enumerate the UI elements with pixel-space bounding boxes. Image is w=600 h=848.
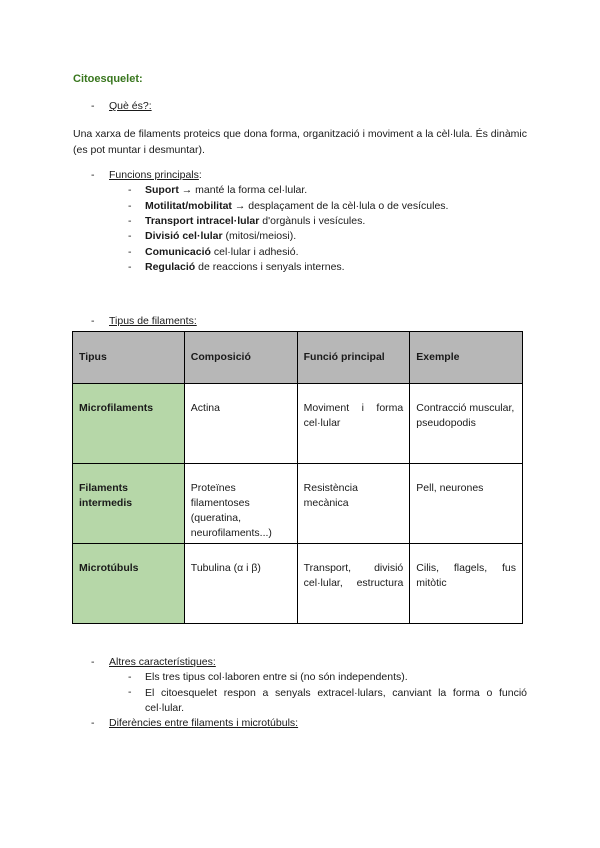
table-cell — [184, 384, 297, 464]
bullet-dash: - — [91, 315, 95, 327]
table-row — [73, 384, 523, 464]
sub-bullet-dash: - — [128, 215, 132, 227]
function-item-bold: Regulació — [145, 261, 196, 273]
table-cell-text: Actina — [190, 402, 220, 414]
table-row-head — [73, 464, 185, 544]
table-cell-text: Pell, neurones — [416, 482, 484, 494]
section-heading-what-is: Què és?: — [109, 100, 152, 112]
function-item-bold: Comunicació — [145, 246, 211, 258]
table-cell-text: Moviment i forma cel·lular — [303, 402, 404, 429]
function-item-bold: Divisió cel·lular — [145, 230, 223, 242]
function-item-bold: Motilitat/mobilitat — [145, 200, 232, 212]
section-heading-differences: Diferències entre filaments i microtúbuls: — [109, 717, 299, 729]
section-heading-filament-types: Tipus de filaments: — [109, 315, 197, 327]
bullet-dash: - — [91, 656, 95, 668]
table-header-cell: Funció principal — [297, 332, 410, 384]
feature-item: El citoesquelet respon a senyals extracel·lulars, canviant la forma o funció cel·lular. — [145, 687, 527, 714]
sub-bullet-dash: - — [128, 246, 132, 258]
function-item — [145, 200, 448, 212]
function-item — [145, 184, 307, 196]
table-header-cell: Composició — [184, 332, 297, 384]
filament-types-table — [72, 331, 523, 624]
sub-bullet-dash: - — [128, 230, 132, 242]
section-heading-functions — [109, 169, 202, 181]
table-cell-text: Resistència mecànica — [303, 482, 358, 509]
table-row — [73, 464, 523, 544]
function-item — [145, 230, 296, 242]
sub-bullet-dash: - — [128, 686, 132, 698]
table-cell — [410, 464, 523, 544]
table-cell — [410, 544, 523, 624]
bullet-dash: - — [91, 169, 95, 181]
table-row-head — [73, 384, 185, 464]
table-cell — [410, 384, 523, 464]
function-item — [145, 261, 345, 273]
feature-item: Els tres tipus col·laboren entre si (no són independents). — [145, 671, 408, 683]
sub-bullet-dash: - — [128, 184, 132, 196]
table-cell-text: Proteïnes filamentoses (queratina, neurofilaments...) — [190, 482, 272, 539]
table-cell-text: Microtúbuls — [79, 562, 139, 574]
table-cell — [297, 464, 410, 544]
sub-bullet-dash: - — [128, 261, 132, 273]
function-item — [145, 246, 298, 258]
table-header-row — [73, 332, 523, 384]
function-item-text: cel·lular i adhesió. — [210, 246, 299, 258]
table-cell-text: Microfilaments — [79, 402, 154, 414]
function-item-text: → manté la forma cel·lular. — [178, 184, 308, 196]
table-cell — [297, 544, 410, 624]
table-row — [73, 544, 523, 624]
table-cell — [184, 464, 297, 544]
table-row-head — [73, 544, 185, 624]
intro-paragraph: Una xarxa de filaments proteics que dona forma, organització i moviment a la cèl·lula. És dinàmic (es pot muntar i desmuntar). — [73, 128, 527, 156]
table-cell-text: Tubulina (α i β) — [190, 562, 261, 574]
bullet-dash: - — [91, 100, 95, 112]
table-cell-text: Cilis, flagels, fus mitòtic — [416, 562, 516, 589]
function-item-text: (mitosi/meiosi). — [222, 230, 297, 242]
function-item — [145, 215, 365, 227]
table-cell-text: Transport, divisió cel·lular, estructura — [303, 562, 404, 589]
table-header-cell: Tipus — [73, 332, 185, 384]
table-cell — [297, 384, 410, 464]
functions-heading-colon: : — [198, 169, 202, 181]
sub-bullet-dash: - — [128, 200, 132, 212]
functions-heading-text: Funcions principals — [109, 169, 199, 181]
sub-bullet-dash: - — [128, 671, 132, 683]
table-cell — [184, 544, 297, 624]
section-heading-other-features: Altres característiques: — [109, 656, 216, 668]
page-title: Citoesquelet: — [73, 73, 143, 85]
function-item-bold: Transport intracel·lular — [145, 215, 260, 227]
function-item-bold: Suport — [145, 184, 179, 196]
table-header-cell: Exemple — [410, 332, 523, 384]
bullet-dash: - — [91, 717, 95, 729]
function-item-text: d'orgànuls i vesícules. — [259, 215, 366, 227]
function-item-text: → desplaçament de la cèl·lula o de vesícules. — [231, 200, 449, 212]
function-item-text: de reaccions i senyals internes. — [195, 261, 345, 273]
table-cell-text: Filaments intermedis — [79, 482, 133, 509]
table-cell-text: Contracció muscular, pseudopodis — [416, 402, 515, 429]
